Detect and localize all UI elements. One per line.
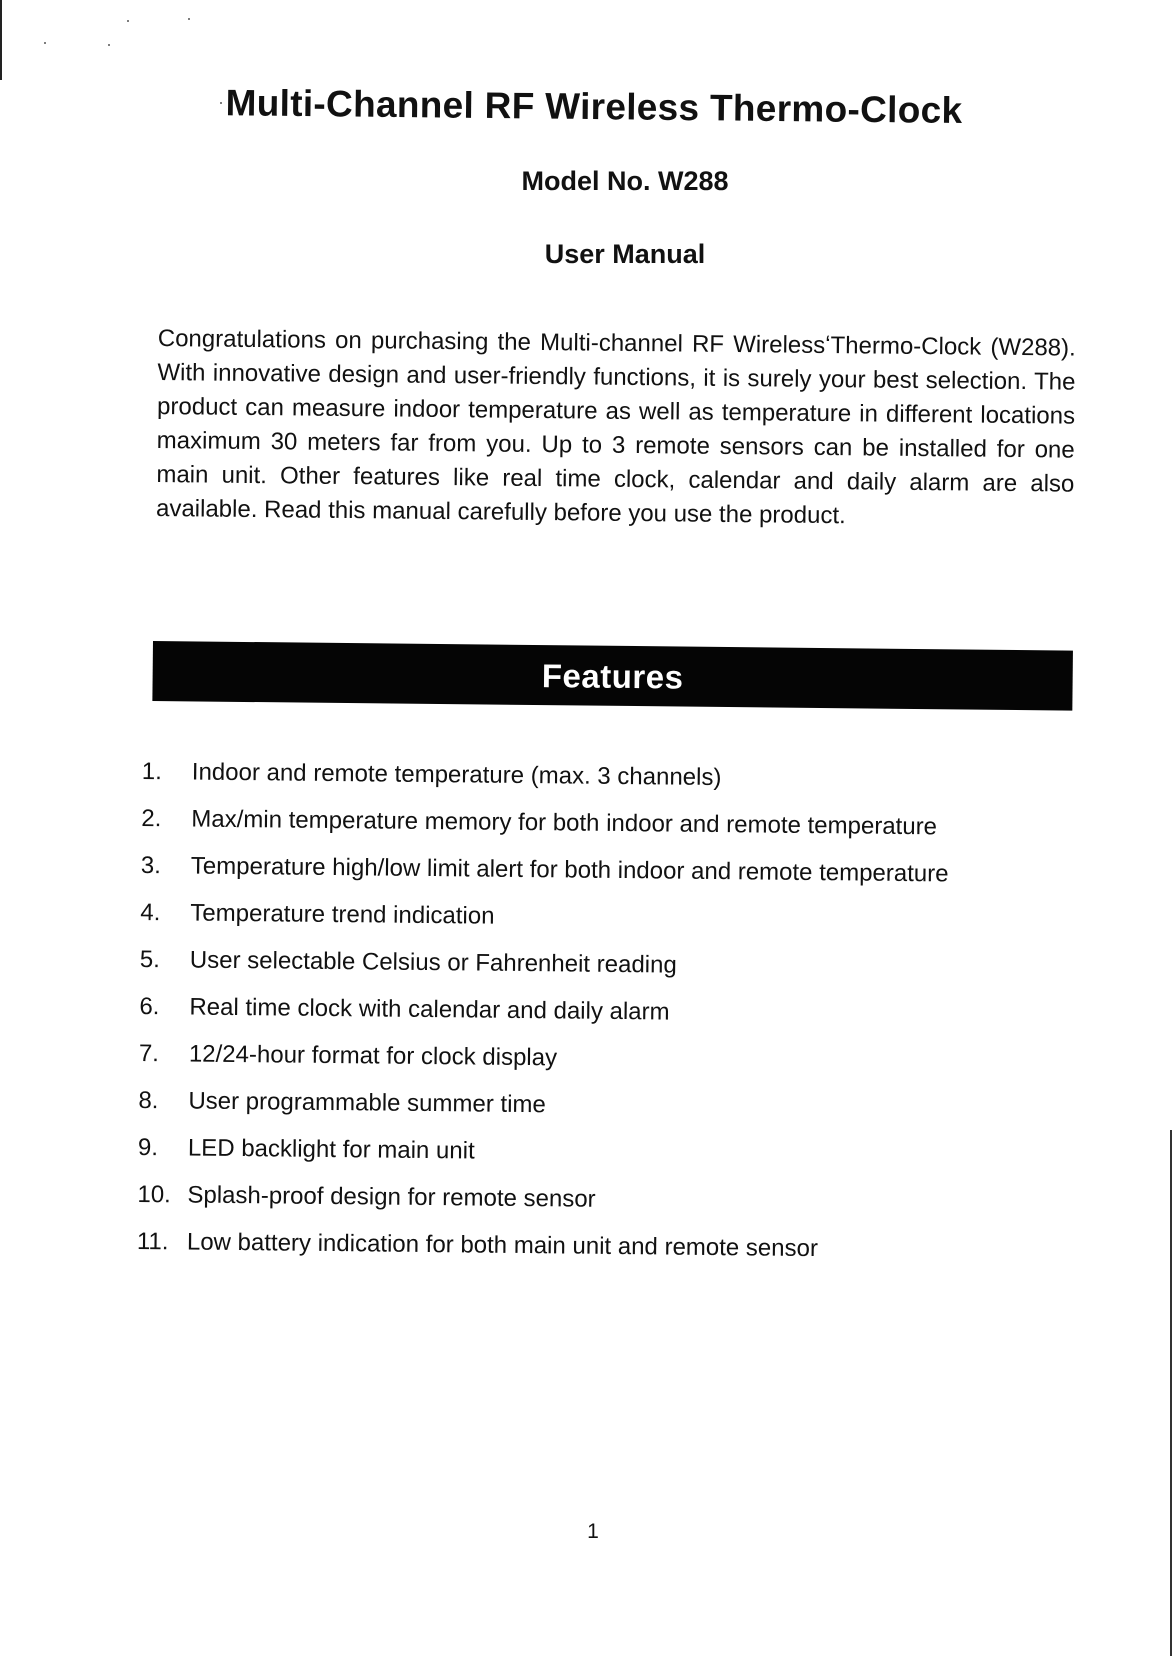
scan-speck (188, 18, 190, 20)
feature-number: 3. (140, 851, 162, 880)
feature-text: User programmable summer time (188, 1087, 546, 1119)
feature-number: 8. (138, 1086, 159, 1115)
intro-paragraph: Congratulations on purchasing the Multi-channel RF WirelessʻThermo-Clock (W288). With innovative design and user-friendly functions, it is surely your best selection. The product can measure indoor temperature as well as temperature in different locations maximum 30 meters far from you. Up to 3 remote sensors can be installed for one main unit. Other features like real time clock, calendar and daily alarm are also available. Read this manual carefully before you use the product. (155, 324, 1076, 530)
feature-number: 5. (139, 945, 161, 974)
feature-number: 1. (141, 758, 163, 786)
feature-item (139, 1040, 1069, 1078)
feature-number: 11. (136, 1227, 169, 1256)
feature-text: Splash-proof design for remote sensor (187, 1181, 596, 1213)
feature-item (142, 758, 1072, 796)
features-heading-bar (152, 641, 1073, 711)
scan-edge-left (0, 0, 2, 80)
feature-text: Real time clock with calendar and daily alarm (189, 993, 670, 1026)
feature-text: Temperature high/low limit alert for both indoor and remote temperature (190, 852, 949, 888)
feature-text: 12/24-hour format for clock display (188, 1040, 558, 1072)
feature-number: 9. (137, 1133, 159, 1162)
scan-speck (108, 44, 110, 46)
feature-item (140, 899, 1070, 937)
feature-text: Max/min temperature memory for both indoor and remote temperature (191, 805, 938, 841)
features-list (137, 758, 1072, 1285)
document-title: Multi-Channel RF Wireless Thermo-Clock (225, 82, 963, 131)
features-heading: Features (541, 657, 684, 696)
feature-item (138, 1087, 1068, 1125)
scan-edge-right (1170, 1130, 1172, 1656)
feature-item (139, 993, 1069, 1031)
feature-item (140, 946, 1070, 984)
page-number: 1 (587, 1520, 599, 1543)
scan-speck (44, 42, 46, 44)
document-subtitle: User Manual (544, 239, 706, 269)
scan-speck (127, 20, 129, 22)
feature-text: User selectable Celsius or Fahrenheit reading (189, 946, 677, 979)
feature-text: Low battery indication for both main unit and remote sensor (186, 1228, 819, 1263)
model-number: Model No. W288 (521, 166, 729, 196)
feature-number: 10. (137, 1180, 171, 1209)
feature-item (137, 1181, 1067, 1219)
feature-text: Temperature trend indication (190, 899, 495, 930)
feature-text: Indoor and remote temperature (max. 3 channels) (191, 758, 722, 792)
feature-number: 6. (139, 992, 160, 1021)
feature-text: LED backlight for main unit (187, 1134, 475, 1165)
feature-item (137, 1228, 1067, 1266)
feature-number: 7. (138, 1039, 160, 1068)
feature-number: 2. (141, 804, 162, 833)
feature-number: 4. (140, 898, 161, 927)
feature-item (138, 1134, 1068, 1172)
feature-item (141, 852, 1071, 890)
feature-item (141, 805, 1071, 843)
